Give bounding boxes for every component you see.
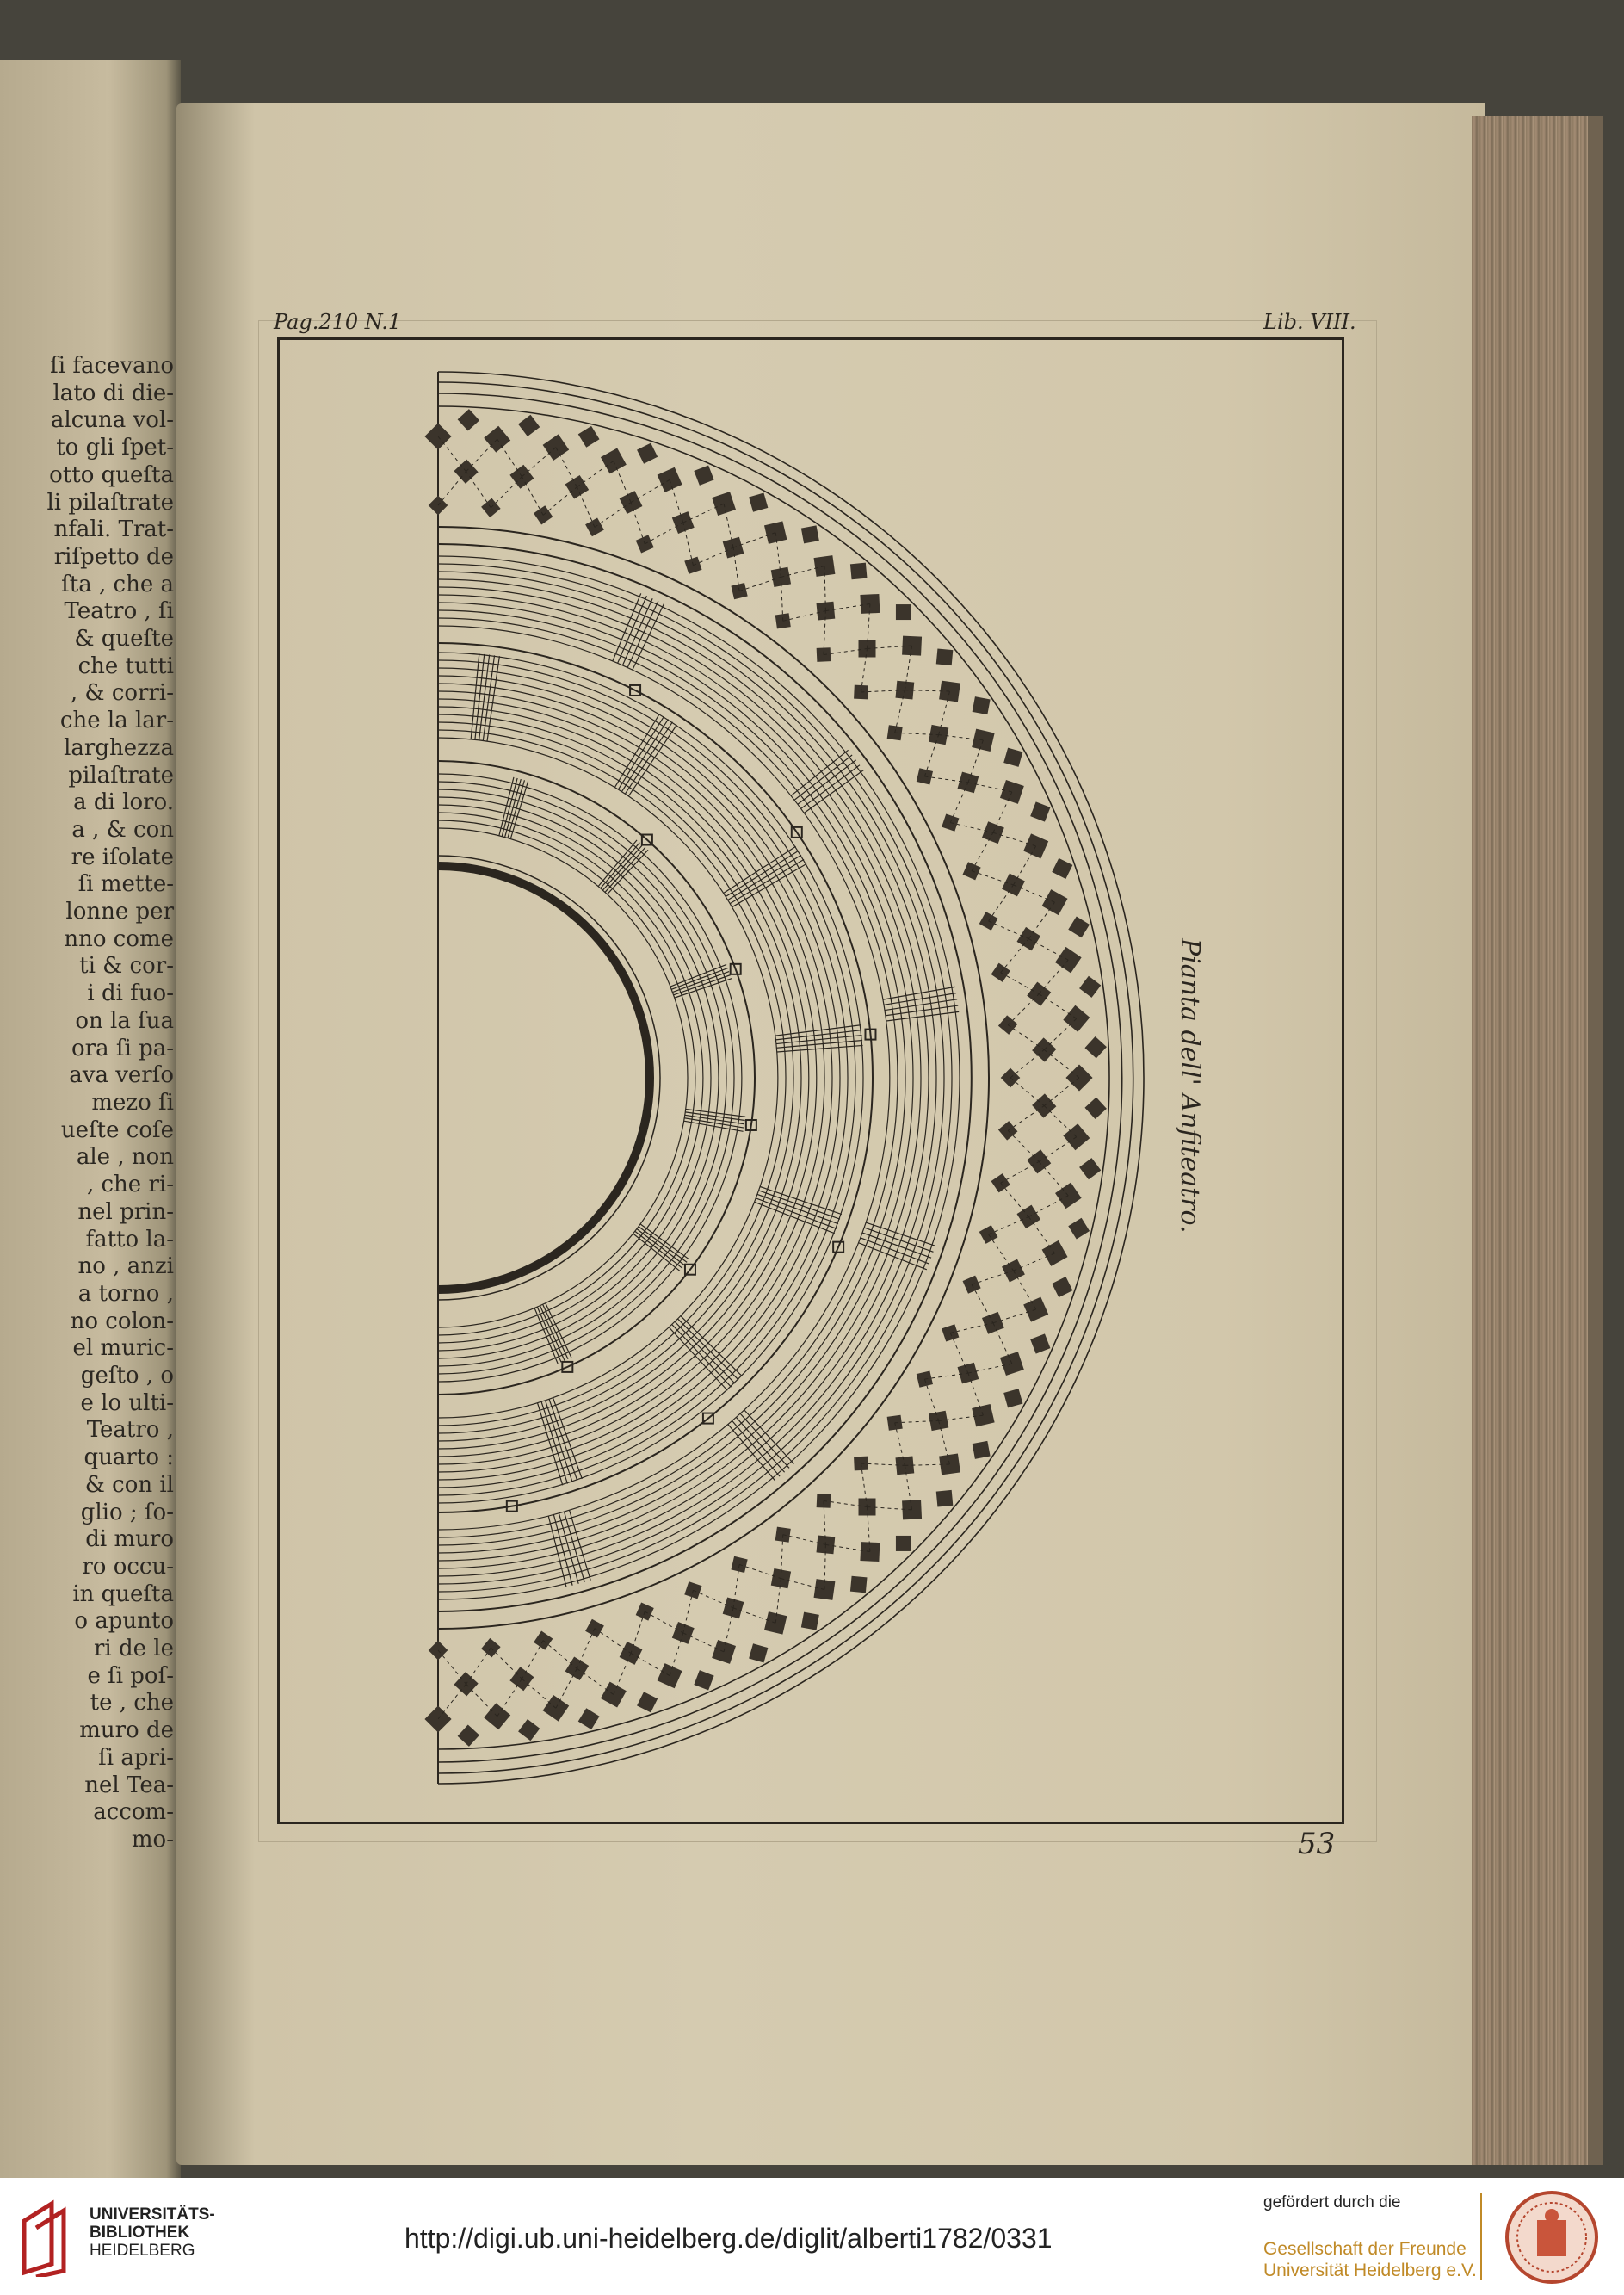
- left-page-line: di muro: [85, 1526, 174, 1553]
- left-page-line: nno come: [64, 925, 174, 952]
- left-page-line: Teatro ,: [86, 1417, 174, 1444]
- left-page-line: o apunto: [74, 1608, 174, 1635]
- ub-name-line-1: UNIVERSITÄTS-: [90, 2205, 215, 2224]
- left-page-line: ava verſo: [69, 1062, 174, 1089]
- left-page-line: & queſte: [74, 626, 174, 653]
- left-page-line: Teatro , ſi: [64, 598, 174, 625]
- seating-ring: [438, 676, 840, 1480]
- left-page-line: to gli ſpet-: [56, 435, 174, 461]
- left-page-line: larghezza: [64, 734, 174, 761]
- pier: [637, 443, 658, 464]
- plate-reference-right: Lib. VIII.: [1263, 310, 1356, 334]
- left-page-line: quarto :: [83, 1444, 174, 1471]
- seating-ring: [438, 738, 778, 1418]
- pier: [578, 1708, 600, 1729]
- pier: [712, 492, 736, 516]
- pier: [1079, 1158, 1101, 1179]
- pier: [1063, 1005, 1090, 1032]
- pier: [749, 1643, 768, 1662]
- left-page-line: re iſolate: [71, 844, 174, 870]
- left-page-line: pilaſtrate: [68, 762, 174, 789]
- left-page-line: ſta , che a: [61, 571, 174, 597]
- left-page-line: ale , non: [76, 1144, 174, 1171]
- pier: [694, 1670, 713, 1690]
- left-page-line: ueſte coſe: [60, 1117, 174, 1143]
- arena-wall-line: [438, 856, 660, 1300]
- pier: [1052, 1277, 1072, 1297]
- seating-ring: [438, 813, 703, 1343]
- corridor-ring: [438, 643, 873, 1512]
- seating-ring: [438, 820, 695, 1335]
- seating-ring: [438, 595, 921, 1561]
- left-page-line: riſpetto de: [53, 543, 174, 570]
- plate-reference-left: Pag.210 N.1: [274, 310, 402, 334]
- pier: [601, 448, 627, 473]
- left-page-line: accom-: [93, 1799, 174, 1826]
- left-page-line: nel prin-: [77, 1198, 174, 1225]
- pier: [850, 1576, 868, 1593]
- left-page-line: a di loro.: [73, 789, 174, 816]
- plate-number: 53: [1298, 1827, 1336, 1861]
- pier: [658, 1663, 682, 1688]
- source-url-link[interactable]: http://digi.ub.uni-heidelberg.de/diglit/alberti1782/0331: [404, 2223, 1053, 2254]
- pier: [1055, 1183, 1082, 1209]
- left-page-line: li pilaſtrate: [46, 489, 174, 516]
- left-page-line: e lo ulti-: [80, 1389, 174, 1416]
- seating-ring: [438, 797, 719, 1358]
- pier: [973, 696, 991, 714]
- plate-caption-text: Pianta dell' Anfiteatro.: [1175, 938, 1205, 1234]
- seating-ring: [438, 805, 711, 1351]
- left-page-line: on la ſua: [75, 1007, 174, 1034]
- left-page-line: mo-: [131, 1826, 174, 1853]
- left-page-line: a , & con: [71, 816, 174, 843]
- left-page-line: lato di die-: [52, 380, 174, 406]
- pier: [1003, 1389, 1022, 1407]
- pier: [1000, 1352, 1024, 1376]
- pier: [684, 557, 701, 574]
- stair-block-middle: [471, 653, 499, 741]
- funded-by-label: gefördert durch die: [1263, 2193, 1401, 2211]
- pier: [854, 685, 868, 700]
- pier: [1055, 947, 1082, 974]
- pier: [1023, 833, 1048, 858]
- left-page-line: nfali. Trat-: [53, 517, 174, 543]
- stair-block-outer: [728, 1410, 794, 1481]
- ub-heidelberg-name: [90, 2205, 215, 2260]
- pier: [764, 521, 787, 543]
- stair-block-outer: [791, 750, 863, 813]
- seating-ring: [438, 714, 801, 1441]
- pier: [963, 1276, 981, 1294]
- left-page-line: muro de: [79, 1717, 174, 1744]
- pier: [578, 426, 600, 448]
- seating-ring: [438, 722, 793, 1433]
- left-page-line: a torno ,: [77, 1280, 174, 1307]
- pier: [850, 563, 868, 580]
- pier: [458, 409, 479, 430]
- seating-ring: [438, 774, 742, 1382]
- pier: [1042, 889, 1068, 915]
- pier: [896, 604, 911, 620]
- left-page-line: che tutti: [77, 653, 174, 679]
- pier: [694, 466, 713, 486]
- pier: [518, 1719, 540, 1741]
- left-page-line: ſi apri-: [98, 1744, 174, 1771]
- pier: [585, 518, 604, 537]
- left-page-line: nel Tea-: [84, 1772, 174, 1798]
- pier: [1052, 858, 1072, 879]
- pier: [1030, 1333, 1050, 1353]
- pier: [749, 493, 768, 512]
- pier: [973, 1441, 991, 1459]
- left-page-line: te , che: [90, 1690, 174, 1717]
- pier: [1030, 801, 1050, 821]
- left-page-line: otto queſta: [49, 461, 174, 488]
- pier: [1063, 1123, 1090, 1150]
- pier: [887, 1415, 903, 1431]
- left-page-line: no colon-: [70, 1308, 174, 1334]
- left-page-line: e ſi poſ-: [87, 1662, 174, 1689]
- pier: [1068, 1218, 1090, 1240]
- university-seal-icon: [1504, 2190, 1599, 2285]
- pier: [1003, 748, 1022, 767]
- left-page-line: geſto , o: [80, 1363, 174, 1389]
- pier: [1023, 1297, 1048, 1322]
- seating-ring: [438, 556, 960, 1599]
- ub-name-line-3: HEIDELBERG: [90, 2242, 195, 2260]
- ub-heidelberg-logo-icon: [17, 2195, 79, 2277]
- left-page-line: glio ; ſo-: [80, 1499, 174, 1525]
- stair-block-middle: [775, 1025, 863, 1052]
- pier: [936, 1490, 954, 1507]
- pier: [636, 535, 654, 553]
- left-page-line: che la lar-: [59, 708, 174, 734]
- seating-ring: [438, 699, 817, 1457]
- pier: [936, 648, 954, 665]
- pier: [658, 467, 682, 492]
- pier: [458, 1724, 479, 1746]
- left-page-line: , & corri-: [70, 680, 174, 707]
- left-page-line: ri de le: [93, 1636, 174, 1662]
- pier: [963, 862, 981, 880]
- ub-name-line-2: BIBLIOTHEK: [90, 2224, 190, 2242]
- society-name-line-1: Gesellschaft der Freunde: [1263, 2239, 1467, 2259]
- footer-bar: [0, 2178, 1624, 2295]
- left-page-line: mezo ſi: [91, 1089, 174, 1116]
- pier: [1068, 916, 1090, 937]
- book-page-edges: [1472, 116, 1603, 2165]
- pier: [1084, 1098, 1106, 1119]
- left-page-line: , che ri-: [86, 1172, 174, 1198]
- left-page-line: ſi facevano: [50, 353, 174, 379]
- pier: [979, 1225, 998, 1244]
- left-page: [0, 60, 181, 2178]
- stair-block-inner: [598, 840, 648, 894]
- pier: [801, 525, 819, 543]
- society-name: [1263, 2238, 1477, 2281]
- left-page-line: i di fuo-: [87, 980, 174, 1007]
- left-page-line: & con il: [84, 1471, 174, 1498]
- left-page-line: alcuna vol-: [50, 407, 174, 434]
- left-page-line: el muric-: [72, 1335, 174, 1362]
- pier: [979, 912, 998, 931]
- pier: [896, 1536, 911, 1551]
- left-page-line: ora ſi pa-: [71, 1035, 174, 1061]
- corridor-ring: [438, 544, 972, 1611]
- stair-block-inner: [534, 1303, 571, 1364]
- left-page-line: in queſta: [72, 1581, 174, 1607]
- left-page-line: ti & cor-: [79, 953, 174, 980]
- society-name-line-2: Universität Heidelberg e.V.: [1263, 2261, 1477, 2280]
- pier: [801, 1612, 819, 1630]
- left-page-line: ſi mette-: [77, 871, 174, 898]
- left-page-line: ro occu-: [82, 1553, 174, 1580]
- left-page-text: [6, 353, 174, 1854]
- pier: [518, 415, 540, 436]
- pier: [1084, 1036, 1106, 1058]
- pier: [543, 434, 570, 461]
- pier: [637, 1692, 658, 1712]
- arena-wall: [438, 866, 650, 1290]
- pier: [1042, 1240, 1068, 1266]
- pier: [543, 1695, 570, 1722]
- left-page-line: no , anzi: [77, 1253, 174, 1280]
- left-page-line: fatto la-: [85, 1226, 174, 1253]
- pier: [1079, 976, 1101, 998]
- pier: [1000, 780, 1024, 804]
- seating-ring: [438, 626, 890, 1530]
- footer-divider: [1480, 2193, 1482, 2280]
- left-page-line: lonne per: [65, 899, 174, 925]
- pier: [601, 1682, 627, 1708]
